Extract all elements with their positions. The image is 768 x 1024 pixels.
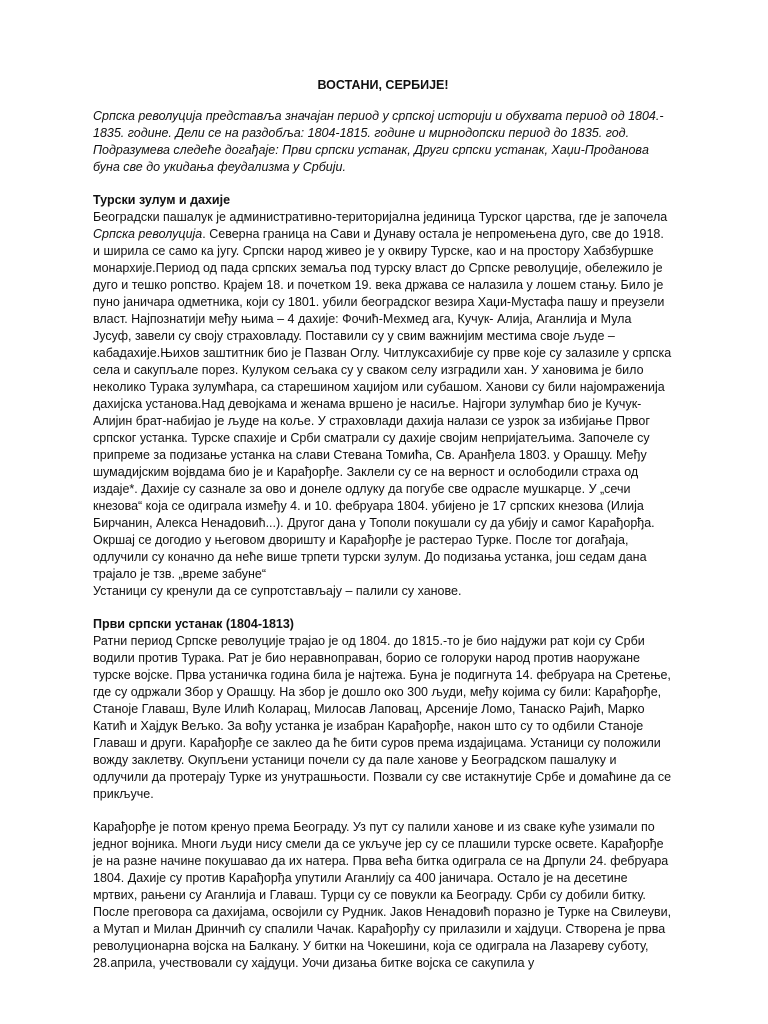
paragraph-text: Београдски пашалук је административно-територијална јединица Турског царства, где је започела — [93, 210, 668, 224]
section-first-uprising — [93, 616, 673, 972]
document-title: ВОСТАНИ, СЕРБИЈЕ! — [317, 78, 449, 92]
section-heading: Турски зулум и дахије — [93, 193, 231, 207]
section-paragraph: Карађорђе је потом кренуо према Београду. Уз пут су палили ханове и из сваке куће узимали по једног војника. Многи људи нису смели да се укључе јер су се плашили турске освете. Карађорђе је на разне начине покушавао да их натера. Прва већа битка одиграла се на Дрпули 24. фебруара 1804. Дахије су против Карађорђа упутили Аганлију са 400 јаничара. Остало је на десетине мртвих, рањени су Аганлија и Главаш. Турци су се повукли ка Београду. Срби су добили битку. После преговора са дахијама, освојили су Рудник. Јаков Ненадовић поразно је Турке на Свилеуви, а Мутап и Милан Дринчић су спалили Чачак. Карађорђу су прилазили и хајдуци. Створена је прва револуционарна војска на Балкану. У битки на Чокешини, која се одиграла на Лазареву суботу, 28.априла, учествовали су хајдуци. Уочи дизања битке војска се сакупила у — [93, 820, 672, 970]
section-paragraph: Ратни период Српске револуције трајао је од 1804. до 1815.-то је био најдужи рат који су Срби водили против Турака. Рат је био неравноправан, борио се голоруки народ против наоружане турске војске. Прва устаничка година била је најтежа. Буна је подигнута 14. фебруара на Сретење, где су одржали Збор у Орашцу. На збор је дошло око 300 људи, међу којима су били: Карађорђе, Станоје Главаш, Вуле Илић Коларац, Милосав Лаповац, Арсеније Ломо, Танаско Рајић, Марко Катић и Хајдук Вељко. За вођу устанка је изабран Карађорђе, након што су то одбили Станоје Главаш и други. Карађорђе се заклео да ће бити суров према издајицама. Устаници су положили вожду заклетву. Окупљени устаници почели су да пале ханове у Београдском пашалуку и одлучили да протерају Турке из унутрашњости. Позвали су све истакнутије Србе и домаћине да се прикључе. — [93, 634, 672, 801]
paragraph-text: . Северна граница на Сави и Дунаву остала је непромењена дуго, све до 1918. и ширила се само ка југу. Српски народ живео је у оквиру Турске, као и на простору Хабзбуршке монархије.Период од пада српских земаља под турску власт до Српске револуције, обележило је дуго и тешко ропство. Крајем 18. и почетком 19. века држава се налазила у лошем стању. Било је пуно јаничара одметника, који су 1801. убили београдског везира Хаџи-Мустафа пашу и преузели власт. Најпознатији међу њима – 4 дахије: Фочић-Мехмед ага, Кучук- Алија, Аганлија и Мула Јусуф, завели су своју страховладу. Поставили су у свим важнијим местима своје људе – кабадахије.Њихов заштитник био је Пазван Оглу. Читлуксахибије су прве које су залазиле у српска села и сакупљале порез. Кулуком сељака су у сваком селу изградили хан. У хановима је било неколико Турака зулумћара, са старешином хаџијом или субашом. Ханови су били најомраженија дахијска установа.Над девојкама и женама вршено је насиље. Најгори зулумћар био је Кучук-Алијин брат-набијао је људе на коље. У страховлади дахија налази се узрок за избијање Првог српског устанка. Турске спахије и Срби сматрали су дахије својим непријатељима. Започеле су припреме за подизање устанка на слави Стевана Томића, Св. Аранђела 1803. у Орашцу. Међу шумадијским војвдама био је и Карађорђе. Заклели су се на верност и ослободили страха од издаје*. Дахије су сазнале за ово и донеле одлуку да погубе све одрасле мушкарце. У „сечи кнезова“ која се одиграла између 4. и 10. фебруара 1804. убијено је 17 српских кнезова (Илија Бирчанин, Алекса Ненадовић...). Другог дана у Тополи покушали су да убију и самог Карађорђа. Окршај се догодио у његовом дворишту и Карађорђе је растерао Турке. После тог догађаја, одлучили су коначно да неће више трпети турски зулум. До подизања устанка, још седам дана трајало је тзв. „време забуне“ — [93, 227, 672, 581]
intro-paragraph: Српска револуција представља значајан период у српској историји и обухвата период од 1804.- 1835. године. Дели се на раздобља: 1804-1815. године и мирнодопски период до 1835. год. Подразумева следеће догађаје: Први српски устанак, Други српски устанак, Хаџи-Продановa буна све до укидања феудализма у Србији. — [93, 109, 664, 174]
section-paragraph: Устаници су кренули да се супротстављају – палили су ханове. — [93, 584, 462, 598]
section-turkish-oppression — [93, 192, 673, 600]
document-page — [93, 78, 673, 972]
emphasis-text: Српска револуција — [93, 227, 203, 241]
section-heading: Први српски устанак (1804-1813) — [93, 617, 294, 631]
section-paragraph — [93, 209, 673, 583]
